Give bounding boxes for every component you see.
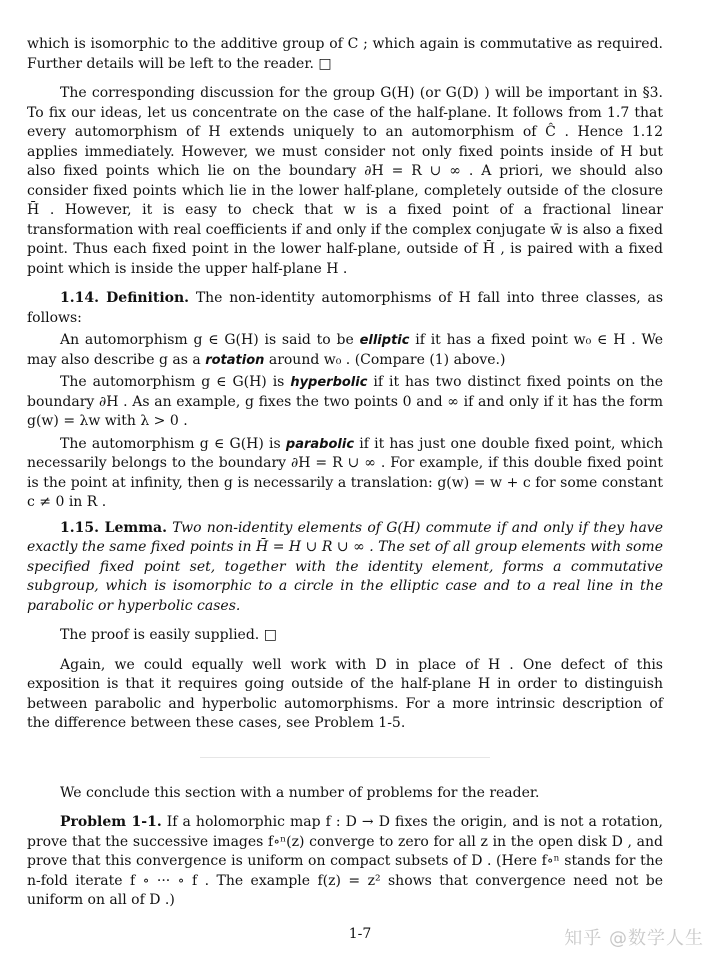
paragraph-conclude: We conclude this section with a number of problems for the reader.	[60, 784, 540, 801]
lemma-body: Two non-identity elements of G(H) commute if and only if they have exactly the same fixed points in H̄ = H ∪ R ∪ ∞ . The set of all group elements with some specified fixed point set, together with the identity element, forms a commutative subgroup, which is isomorphic to a circle in the elliptic case and to a real line in the parabolic or hyperbolic cases.	[27, 519, 663, 614]
elliptic-text-b: if it has a fixed point w₀ ∈ H . We may also describe g as a	[27, 332, 663, 368]
paragraph-elliptic	[27, 331, 663, 370]
definition-intro: The non-identity automorphisms of H fall into three classes, as follows:	[27, 290, 664, 326]
paragraph-again: Again, we could equally well work with D in place of H . One defect of this exposition is that it requires going outside of the half-plane H in order to distinguish between parabolic and hyperbolic automorphisms. For a more intrinsic description of the difference between these cases, see Problem 1-5.	[27, 656, 663, 731]
problem-body: If a holomorphic map f : D → D fixes the origin, and is not a rotation, prove that the successive images f∘ⁿ(z) converge to zero for all z in the open disk D , and prove that this convergence is uniform on compact subsets of D . (Here f∘ⁿ stands for the n-fold iterate f ∘ ··· ∘ f . The example f(z) = z² shows that convergence need not be uniform on all of D .)	[27, 814, 663, 908]
paragraph-proof: The proof is easily supplied. □	[60, 627, 277, 643]
term-parabolic: parabolic	[285, 436, 355, 452]
hyperbolic-text-b: if it has two distinct fixed points on the boundary ∂H . As an example, g fixes the two points 0 and ∞ if and only if it has the form g(w) = λw with λ > 0 .	[27, 374, 663, 429]
watermark: 知乎 @数学人生	[564, 928, 704, 949]
lemma-label: 1.15. Lemma.	[60, 519, 167, 536]
definition-1-14	[27, 289, 663, 328]
term-rotation: rotation	[205, 352, 265, 368]
hyperbolic-text-a: The automorphism g ∈ G(H) is	[60, 374, 291, 390]
paragraph-hyperbolic	[27, 373, 663, 432]
section-divider	[200, 757, 490, 758]
page-number: 1-7	[348, 926, 372, 942]
problem-1-1	[27, 813, 663, 911]
parabolic-text-b: if it has just one double fixed point, which necessarily belongs to the boundary ∂H = R ∪ ∞ . For example, if this double fixed point is the point at infinity, then g is necessarily a translation: g(w) = w + c for some constant c ≠ 0 in R .	[27, 435, 663, 510]
elliptic-text-a: An automorphism g ∈ G(H) is said to be	[60, 332, 360, 348]
paragraph-intro: which is isomorphic to the additive group of C ; which again is commutative as required. Further details will be left to the reader. □	[27, 36, 663, 72]
paragraph-parabolic	[27, 435, 663, 513]
page-body	[27, 35, 663, 911]
definition-label: 1.14. Definition.	[60, 290, 190, 306]
paragraph-discussion: The corresponding discussion for the group G(H) (or G(D) ) will be important in §3. To fix our ideas, let us concentrate on the case of the half-plane. It follows from 1.7 that every automorphism of H extends uniquely to an automorphism of Ĉ . Hence 1.12 applies immediately. However, we must consider not only fixed points inside of H but also fixed points which lie on the boundary ∂H = R ∪ ∞ . A priori, we should also consider fixed points which lie in the lower half-plane, completely outside of the closure H̄ . However, it is easy to check that w is a fixed point of a fractional linear transformation with real coefficients if and only if the complex conjugate w̄ is also a fixed point. Thus each fixed point in the lower half-plane, outside of H̄ , is paired with a fixed point which is inside the upper half-plane H .	[27, 85, 663, 277]
elliptic-text-c: around w₀ . (Compare (1) above.)	[264, 351, 506, 368]
lemma-1-15	[27, 519, 663, 617]
problem-label: Problem 1-1.	[60, 814, 162, 830]
parabolic-text-a: The automorphism g ∈ G(H) is	[60, 435, 286, 452]
term-elliptic: elliptic	[359, 333, 410, 348]
term-hyperbolic: hyperbolic	[290, 375, 368, 390]
